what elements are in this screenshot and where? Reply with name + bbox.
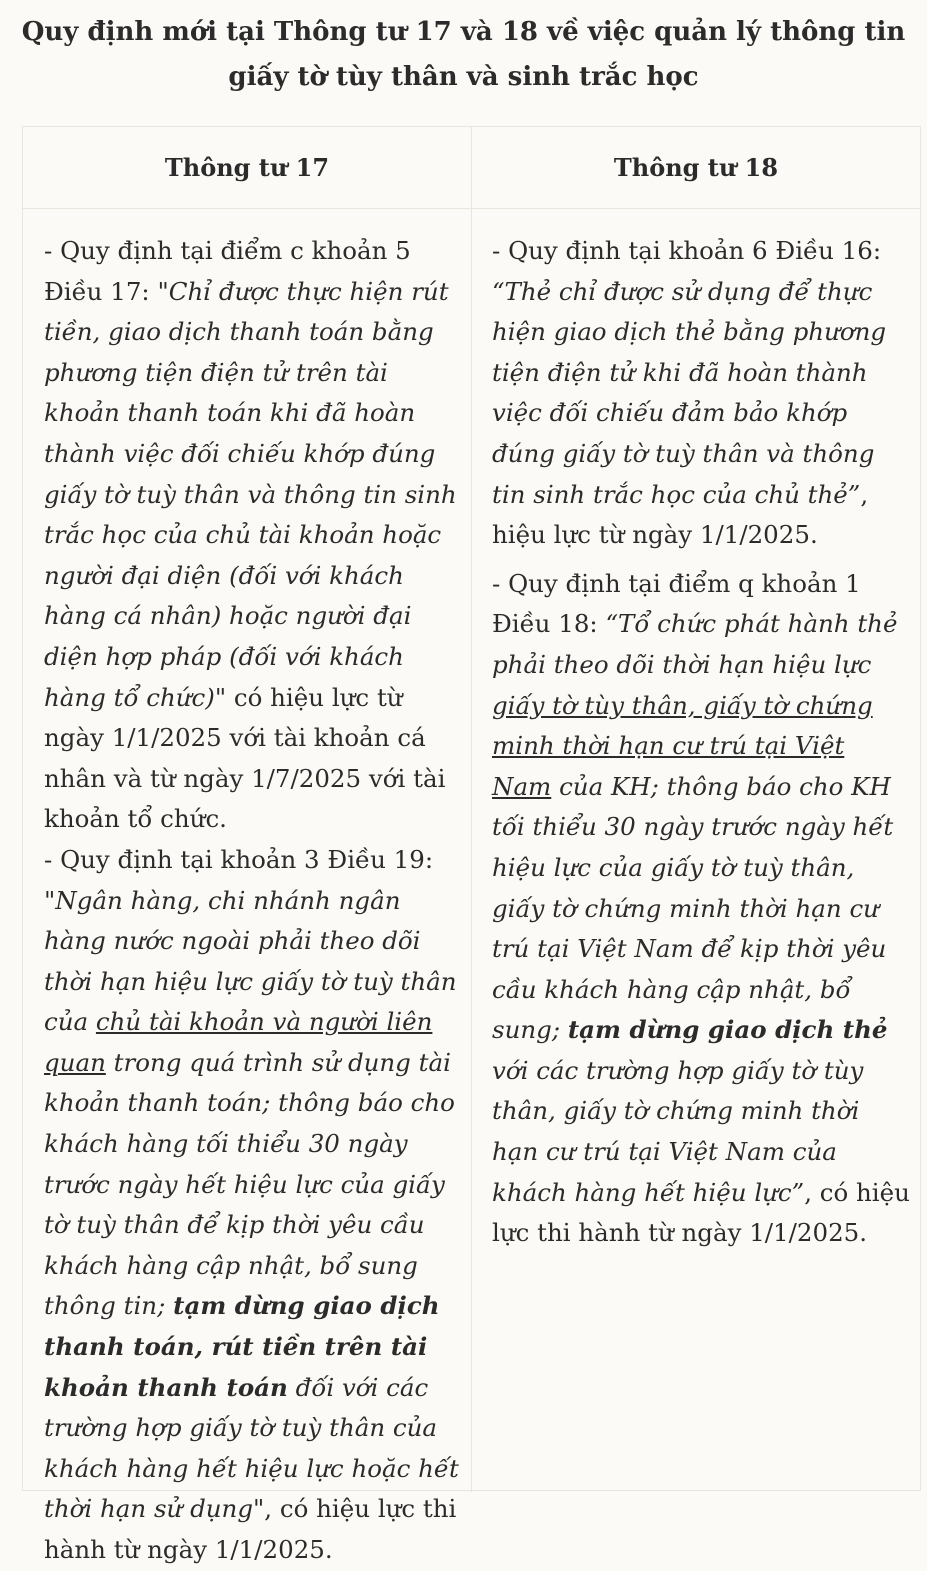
tt18-clause-2-tail: , có hiệu lực thi hành từ ngày 1/1/2025. [492,1177,910,1248]
tt17-clause-2-lead: - Quy định tại khoản 3 Điều 19: [44,844,434,874]
tt17-content-cell [23,209,472,1564]
tt18-clause-2-quote-a: “Tổ chức phát hành thẻ phải theo dõi thời hạn hiệu lực [492,609,898,679]
tt18-clause-2-bold: tạm dừng giao dịch thẻ [567,1015,888,1045]
tt18-clause-2-underlined: giấy tờ tùy thân, giấy tờ chứng minh thời hạn cư trú tại Việt Nam [492,690,873,801]
tt18-clause-2-lead: - Quy định tại điểm q khoản 1 Điều 18: [492,568,861,639]
tt17-clause-2-tail: , có hiệu lực thi hành từ ngày 1/1/2025. [44,1494,457,1564]
tt18-clause-2-quote-c: với các trường hợp giấy tờ tùy thân, giấy tờ chứng minh thời hạn cư trú tại Việt Nam của khách hàng hết hiệu lực” [492,1055,864,1207]
tt18-clause-2-quote-b: của KH; thông báo cho KH tối thiểu 30 ngày trước ngày hết hiệu lực của giấy tờ tuỳ thân, giấy tờ chứng minh thời hạn cư trú tại Việt Nam để kịp thời yêu cầu khách hàng cập nhật, bổ sung; [492,771,894,1045]
tt18-clause-2 [492,564,910,1254]
tt17-clause-1-quote: "Chỉ được thực hiện rút tiền, giao dịch thanh toán bằng phương tiện điện tử trên tài khoản thanh toán khi đã hoàn thành việc đối chiếu khớp đúng giấy tờ tuỳ thân và thông tin sinh trắc học của chủ tài khoản hoặc người đại diện (đối với khách hàng cá nhân) hoặc người đại diện hợp pháp (đối với khách hàng tổ chức)" [44,276,457,712]
column-header-tt17: Thông tư 17 [23,127,472,209]
tt18-clause-1-lead: - Quy định tại khoản 6 Điều 16: [492,236,882,265]
tt18-clause-1-tail: , hiệu lực từ ngày 1/1/2025. [492,479,869,550]
tt17-clause-1-lead: - Quy định tại điểm c khoản 5 Điều 17: [44,236,411,306]
tt18-clause-1 [492,231,910,556]
tt17-clause-2-quote-a: "Ngân hàng, chi nhánh ngân hàng nước ngoài phải theo dõi thời hạn hiệu lực giấy tờ tuỳ thân của [44,885,457,1037]
page-title: Quy định mới tại Thông tư 17 và 18 về việc quản lý thông tin giấy tờ tùy thân và sinh trắc học [21,17,906,92]
tt17-clause-2-underlined: chủ tài khoản và người liên quan [44,1007,433,1077]
tt18-content-cell [472,209,920,1492]
tt18-clause-1-quote: “Thẻ chỉ được sử dụng để thực hiện giao dịch thẻ bằng phương tiện điện tử khi đã hoàn thành việc đối chiếu đảm bảo khớp đúng giấy tờ tuỳ thân và thông tin sinh trắc học của chủ thẻ” [492,276,887,509]
tt17-clause-2 [44,840,461,1571]
tt17-clause-2-quote-b: trong quá trình sử dụng tài khoản thanh toán; thông báo cho khách hàng tối thiểu 30 ngày trước ngày hết hiệu lực của giấy tờ tuỳ thân để kịp thời yêu cầu khách hàng cập nhật, bổ sung thông tin; [44,1047,455,1321]
tt17-clause-1 [44,231,461,840]
tt17-clause-2-quote-c: đối với các trường hợp giấy tờ tuỳ thân của khách hàng hết hiệu lực hoặc hết thời hạn sử dụng" [44,1372,459,1524]
tt17-clause-1-tail: có hiệu lực từ ngày 1/1/2025 với tài khoản cá nhân và từ ngày 1/7/2025 với tài khoản tổ chức. [44,682,446,834]
tt17-clause-2-bold: tạm dừng giao dịch thanh toán, rút tiền trên tài khoản thanh toán [44,1291,440,1402]
column-header-tt18: Thông tư 18 [472,127,920,209]
comparison-table [22,126,921,1564]
